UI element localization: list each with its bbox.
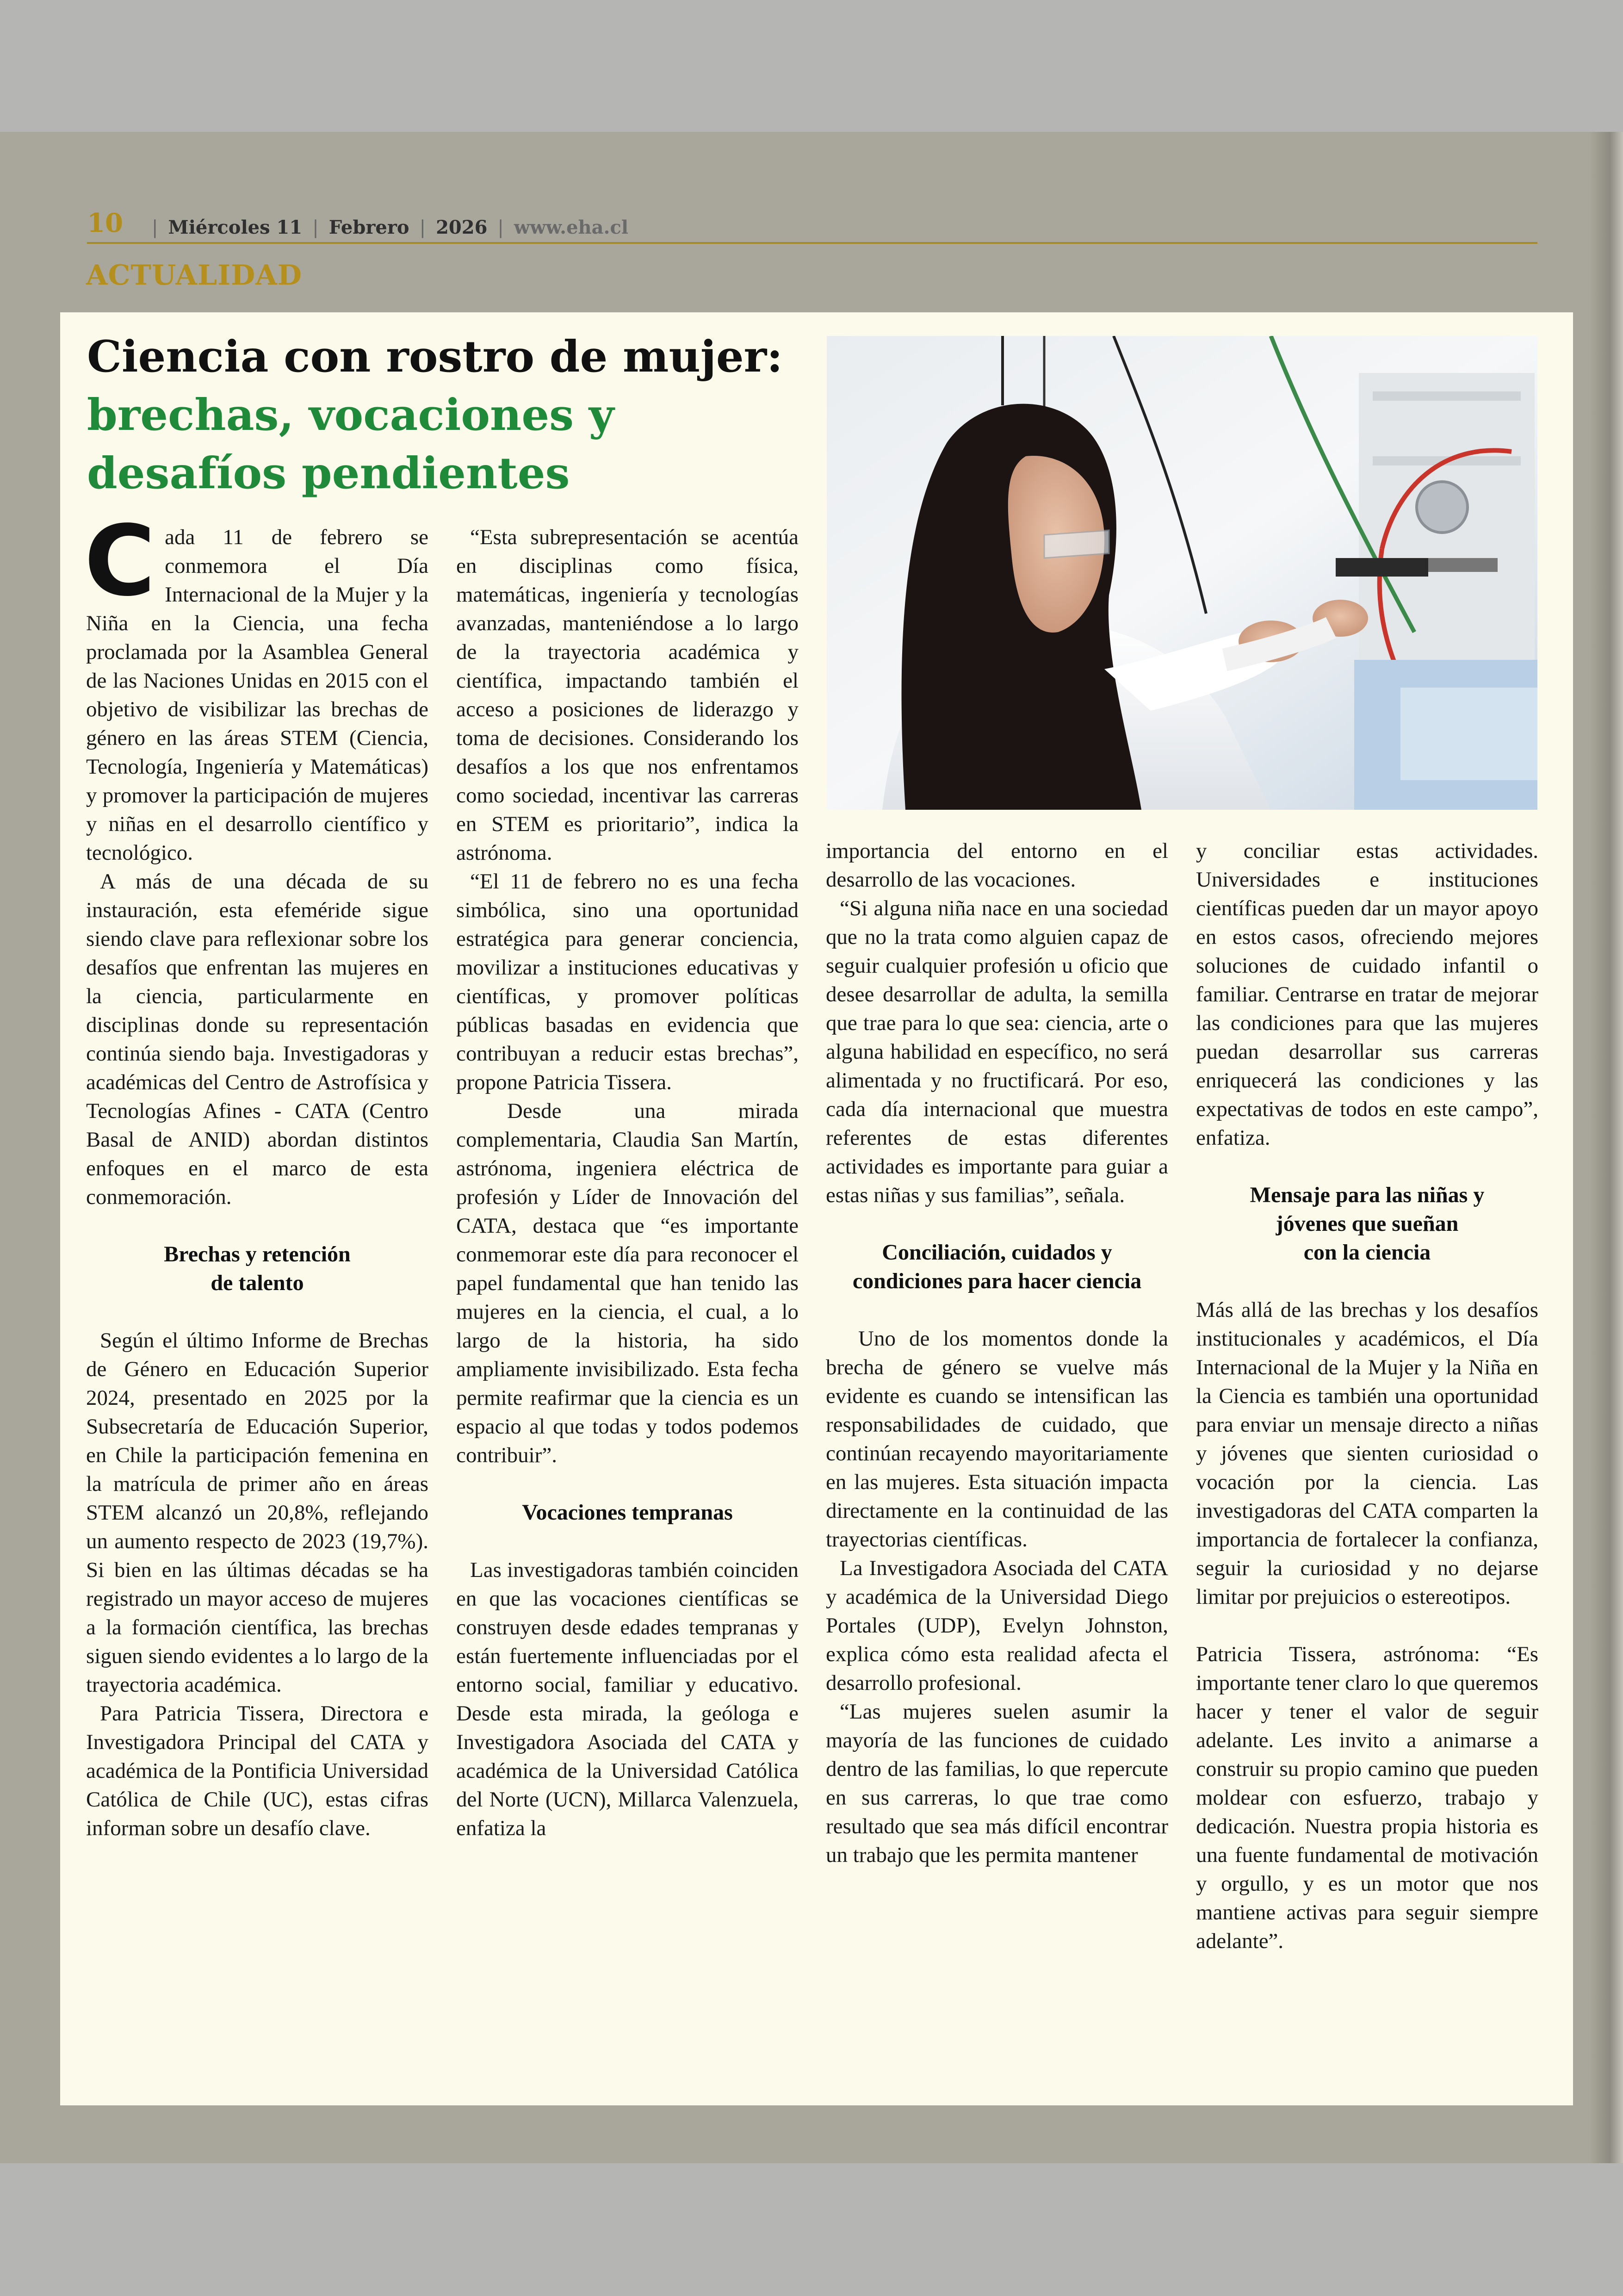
col1-paragraph-3: Según el último Informe de Brechas de Género en Educación Superior 2024, presentado en 2025 por la Subsecretaría de Educación Superior, en Chile la participación femenina en la matrícula de primer año en áreas STEM alcanzó un 20,8%, reflejando un aumento respecto de 2023 (19,7%). Si bien en las últimas décadas se ha registrado un mayor acceso de mujeres a la formación científica, las brechas siguen siendo evidentes a lo largo de la trayectoria académica. xyxy=(86,1328,428,1697)
col4-paragraph-3: Patricia Tissera, astrónoma: “Es importante tener claro lo que queremos hacer y tener el valor de seguir adelante. Les invito a animarse a construir su propio camino que pueden moldear con esfuerzo, trabajo y dedicación. Nuestra propia historia es una fuente fundamental de motivación y orgullo, y es un motor que nos mantiene activas para seguir siempre adelante”. xyxy=(1196,1642,1538,1953)
photo-illustration xyxy=(827,336,1537,810)
col3-paragraph-1: importancia del entorno en el desarrollo de las vocaciones. xyxy=(826,839,1168,892)
header-website: www.eha.cl xyxy=(514,217,629,238)
title-black: Ciencia con rostro de mujer: xyxy=(87,331,783,382)
col1-paragraph-2: A más de una década de su instauración, esta efeméride sigue siendo clave para reflexionar sobre los desafíos que enfrentan las mujeres en la ciencia, particularmente en disciplinas donde su representación continúa siendo baja. Investigadoras y académicas del Centro de Astrofísica y Tecnologías Afines - CATA (Centro Basal de ANID) abordan distintos enfoques en el marco de esta conmemoración. xyxy=(86,869,428,1209)
article-column-4 xyxy=(1196,837,1538,1955)
drop-cap: C xyxy=(84,504,156,618)
header-day: Miércoles 11 xyxy=(168,217,303,238)
scientist-photo xyxy=(827,336,1537,810)
article-column-3 xyxy=(826,837,1168,1869)
page-number: 10 xyxy=(87,208,123,238)
scan-background-bottom xyxy=(0,2163,1623,2296)
scan-background-top xyxy=(0,0,1623,132)
col1-paragraph-1: ada 11 de febrero se conmemora el Día Internacional de la Mujer y la Niña en la Ciencia, una fecha proclamada por la Asamblea General de las Naciones Unidas en 2015 con el objetivo de visibilizar las brechas de género en las áreas STEM (Ciencia, Tecnología, Ingeniería y Matemáticas) y promover la participación de mujeres y niñas en el desarrollo científico y tecnológico. xyxy=(86,525,428,865)
col1-paragraph-4: Para Patricia Tissera, Directora e Investigadora Principal del CATA y académica de la Pontificia Universidad Católica de Chile (UC), estas cifras informan sobre un desafío clave. xyxy=(86,1701,428,1840)
col2-paragraph-2: “El 11 de febrero no es una fecha simbólica, sino una oportunidad estratégica para generar conciencia, movilizar a instituciones educativas y científicas, y promover políticas públicas basadas en evidencia que contribuyan a reducir estas brechas”, propone Patricia Tissera. xyxy=(456,869,799,1094)
page-fold-shadow xyxy=(1591,132,1623,2163)
section-label: ACTUALIDAD xyxy=(86,259,302,292)
page-header: 10 | Miércoles 11 | Febrero | 2026 | www.eha.cl xyxy=(87,208,629,238)
col2-paragraph-1: “Esta subrepresentación se acentúa en disciplinas como física, matemáticas, ingeniería y tecnologías avanzadas, manteniéndose a lo largo de la trayectoria académica y científica, impactando también el acceso a posiciones de liderazgo y toma de decisiones. Considerando los desafíos a los que nos enfrentamos como sociedad, incentivar las carreras en STEM es prioritario”, indica la astrónoma. xyxy=(456,525,799,865)
col3-paragraph-4: La Investigadora Asociada del CATA y académica de la Universidad Diego Portales (UDP), Evelyn Johnston, explica cómo esta realidad afecta el desarrollo profesional. xyxy=(826,1556,1168,1695)
article-title xyxy=(87,328,818,503)
header-month: Febrero xyxy=(328,217,409,238)
col2-paragraph-4: Las investigadoras también coinciden en que las vocaciones científicas se construyen desde edades tempranas y están fuertemente influenciadas por el entorno social, familiar y educativo. Desde esta mirada, la geóloga e Investigadora Asociada del CATA y académica de la Universidad Católica del Norte (UCN), Millarca Valenzuela, enfatiza la xyxy=(456,1558,799,1840)
subheading-conciliacion: Conciliación, cuidados y condiciones para hacer ciencia xyxy=(852,1240,1142,1293)
subheading-brechas: Brechas y retención de talento xyxy=(164,1242,351,1295)
col3-paragraph-2: “Si alguna niña nace en una sociedad que no la trata como alguien capaz de seguir cualquier profesión u oficio que desee desarrollar de adulta, la semilla que trae para lo que sea: ciencia, arte o alguna habilidad en específico, no será alimentada y no fructificará. Por eso, cada día internacional que muestra referentes de estas diferentes actividades es importante para guiar a estas niñas y sus familias”, señala. xyxy=(826,896,1168,1207)
col3-paragraph-3: Uno de los momentos donde la brecha de género se vuelve más evidente es cuando se intensifican las responsabilidades de cuidado, que continúan recayendo mayoritariamente en las mujeres. Esta situación impacta directamente en la continuidad de las trayectorias científicas. xyxy=(826,1327,1168,1551)
article-column-2 xyxy=(456,523,799,1843)
subheading-mensaje: Mensaje para las niñas y jóvenes que sueñan con la ciencia xyxy=(1250,1183,1485,1265)
article-column-1 xyxy=(84,504,428,1843)
col4-paragraph-2: Más allá de las brechas y los desafíos institucionales y académicos, el Día Internacional de la Mujer y la Niña en la Ciencia es también una oportunidad para enviar un mensaje directo a niñas y jóvenes que sienten curiosidad o vocación por la ciencia. Las investigadoras del CATA comparten la importancia de fortalecer la confianza, seguir la curiosidad y no dejarse limitar por prejuicios o estereotipos. xyxy=(1196,1298,1538,1609)
col2-paragraph-3: Desde una mirada complementaria, Claudia San Martín, astrónoma, ingeniera eléctrica de profesión y Líder de Innovación del CATA, destaca que “es importante conmemorar este día para reconocer el papel fundamental que han tenido las mujeres en la ciencia, el cual, a lo largo de la historia, ha sido ampliamente invisibilizado. Esta fecha permite reafirmar que la ciencia es un espacio al que todas y todos podemos contribuir”. xyxy=(456,1099,799,1467)
header-rule xyxy=(87,242,1537,244)
title-green: brechas, vocaciones y desafíos pendientes xyxy=(87,390,614,499)
subheading-vocaciones: Vocaciones tempranas xyxy=(522,1500,733,1525)
col4-paragraph-1: y conciliar estas actividades. Universidades e instituciones científicas pueden dar un mayor apoyo en estos casos, ofreciendo mejores soluciones de cuidado infantil o familiar. Centrarse en tratar de mejorar las condiciones para que las mujeres puedan desarrollar sus carreras enriquecerá las condiciones y las expectativas de todos en este campo”, enfatiza. xyxy=(1196,839,1538,1150)
header-year: 2026 xyxy=(436,217,488,238)
col3-paragraph-5: “Las mujeres suelen asumir la mayoría de las funciones de cuidado dentro de las familias, lo que repercute en sus carreras, lo que trae como resultado que sea más difícil encontrar un trabajo que les permita mantener xyxy=(826,1700,1168,1867)
